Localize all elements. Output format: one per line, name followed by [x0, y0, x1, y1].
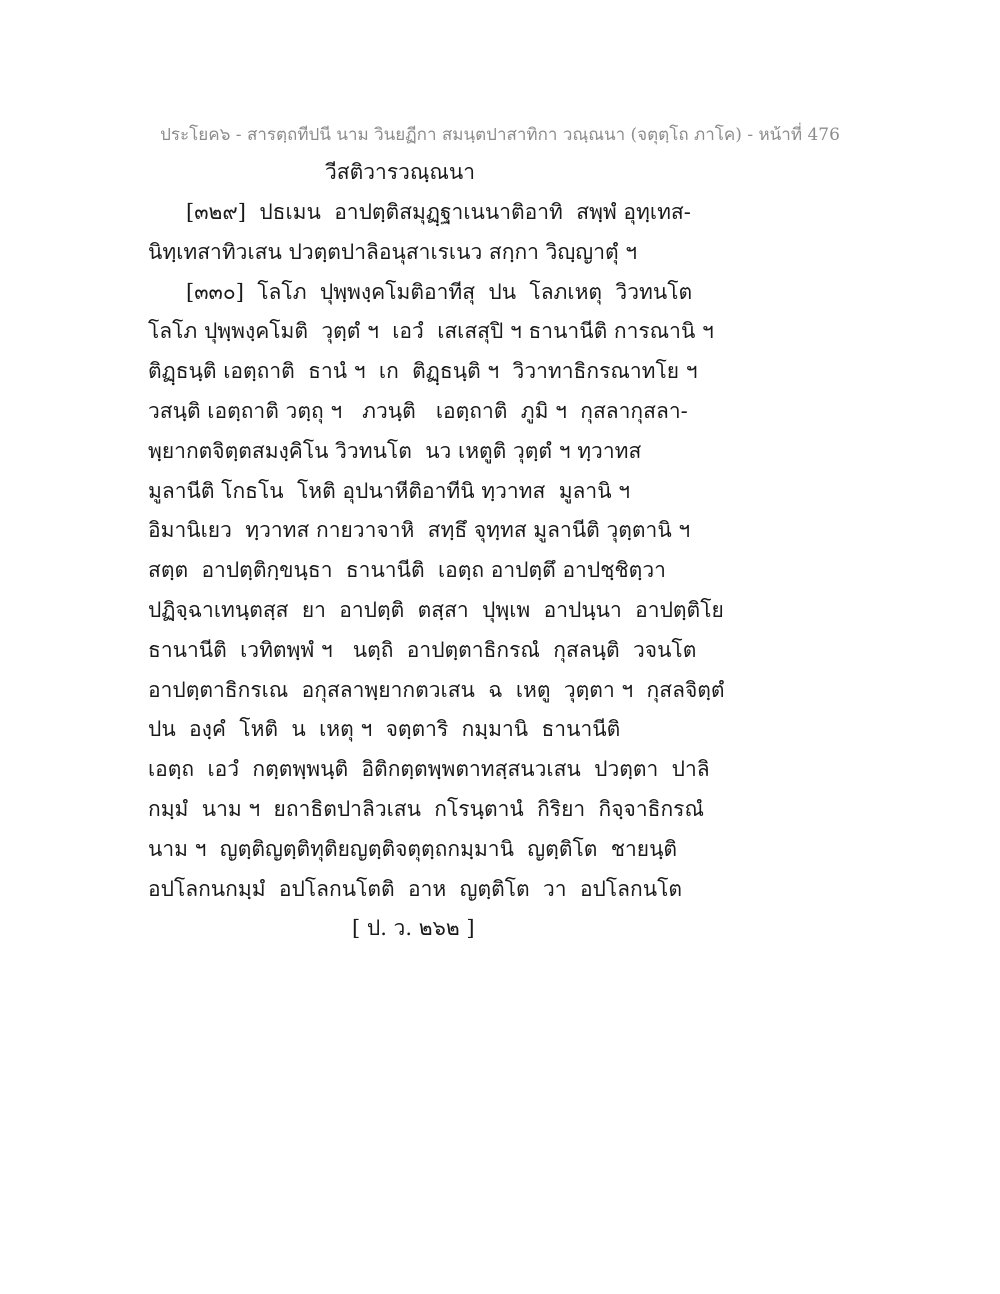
text-line: นิทฺเทสาทิวเสน ปวตฺตปาลิอนุสาเรเนว สกฺกา วิญฺญาตุํ ฯ — [148, 239, 638, 264]
text-line: เอตฺถ เอวํ กตฺตพฺพนฺติ อิติกตฺตพฺพตาทสฺสนวเสน ปวตฺตา ปาลิ — [148, 757, 710, 782]
body-text — [148, 198, 908, 914]
text-line: อาปตฺตาธิกรเณ อกุสลาพฺยากตวเสน ฉ เหตู วุตฺตา ฯ กุสลจิตฺตํ — [148, 677, 725, 702]
text-line: ธานานีติ เวทิตพฺพํ ฯ นตฺถิ อาปตฺตาธิกรณํ กุสลนฺติ วจนโต — [148, 637, 697, 662]
text-line: อปโลกนกมฺมํ อปโลกนโตติ อาห ญตฺติโต วา อปโลกนโต — [148, 876, 683, 901]
section-title: วีสติวารวณฺณนา — [325, 160, 476, 184]
text-line: ปน องฺคํ โหติ น เหตุ ฯ จตฺตาริ กมฺมานิ ธานานีติ — [148, 717, 621, 742]
text-line: กมฺมํ นาม ฯ ยถาธิตปาลิวเสน กโรนฺตานํ กิริยา กิจฺจาธิกรณํ — [148, 796, 704, 821]
text-line: ติฏฺธนฺติ เอตฺถาติ ธานํ ฯ เก ติฏฺธนฺติ ฯ วิวาทาธิกรณาทโย ฯ — [148, 359, 698, 384]
text-line: สตฺต อาปตฺติกฺขนฺธา ธานานีติ เอตฺถ อาปตฺตึ อาปชฺชิตฺวา — [148, 558, 666, 583]
text-line: มูลานีติ โกธโน โหติ อุปนาหีติอาทีนิ ทฺวาทส มูลานิ ฯ — [148, 478, 631, 503]
text-line: ปฏิจฺฉาเทนฺตสฺส ยา อาปตฺติ ตสฺสา ปุพฺเพ อาปนฺนา อาปตฺติโย — [148, 597, 724, 622]
text-line: นาม ฯ ญตฺติญตฺติทุติยญตฺติจตุตฺถกมฺมานิ ญตฺติโต ชายนฺติ — [148, 836, 678, 861]
page-header: ประโยค๖ - สารตฺถทีปนี นาม วินยฏีกา สมนฺตปาสาทิกา วณฺณนา (จตุตฺโถ ภาโค) - หน้าที่ 476 — [160, 125, 840, 145]
page-reference: [ ป. ว. ๒๖๒ ] — [352, 916, 475, 940]
text-line: วสนฺติ เอตฺถาติ วตฺถุ ฯ ภวนฺติ เอตฺถาติ ภูมิ ฯ กุสลากุสลา- — [148, 398, 688, 423]
text-line: อิมานิเยว ทฺวาทส กายวาจาหิ สทฺธึ จุทฺทส มูลานีติ วุตฺตานิ ฯ — [148, 518, 691, 543]
text-line: โลโภ ปุพฺพงฺคโมติ วุตฺตํ ฯ เอวํ เสเสสุปิ ฯ ธานานีติ การณานิ ฯ — [148, 319, 714, 344]
text-line: [๓๒๙] ปธเมน อาปตฺติสมุฏฺฐาเนนาติอาทิ สพฺพํ อุทฺเทส- — [186, 200, 691, 224]
text-line: พฺยากตจิตฺตสมงฺคิโน วิวทนโต นว เหตูติ วุตฺตํ ฯ ทฺวาทส — [148, 438, 642, 463]
text-line: [๓๓๐] โลโภ ปุพฺพงฺคโมติอาทีสุ ปน โลภเหตุ วิวทนโต — [186, 279, 693, 304]
